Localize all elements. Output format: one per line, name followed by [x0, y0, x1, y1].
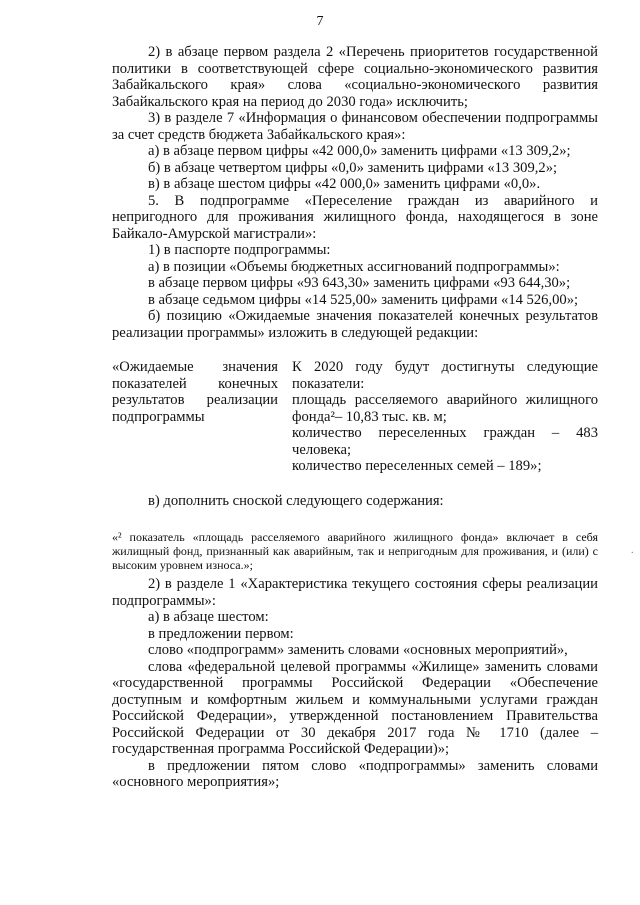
paragraph: в абзаце первом цифры «93 643,30» заменить цифрами «93 644,30»;	[148, 275, 571, 291]
paragraph: слово «подпрограмм» заменить словами «основных мероприятий»,	[148, 642, 568, 659]
paragraph: в абзаце седьмом цифры «14 525,00» заменить цифрами «14 526,00»;	[148, 291, 579, 308]
paragraph: 2) в абзаце первом раздела 2 «Перечень приоритетов государственной политики в соответствующей сфере социально-экономического развития Забайкальского края» слова «социально-экономического развития Забайкальского края на период до 2030 года» исключить;	[112, 44, 598, 110]
paragraph: б) в абзаце четвертом цифры «0,0» заменить цифрами «13 309,2»;	[148, 159, 558, 176]
paragraph: б) позицию «Ожидаемые значения показателей конечных результатов реализации программы» изложить в следующей редакции:	[112, 308, 598, 341]
paragraph: а) в абзаце первом цифры «42 000,0» заменить цифрами «13 309,2»;	[148, 143, 571, 159]
paragraph: в предложении первом:	[148, 625, 294, 642]
paragraph: 5. В подпрограмме «Переселение граждан из аварийного и непригодного для проживания жилищного фонда, находящегося в зоне Байкало-Амурской магистрали»:	[112, 192, 598, 242]
paragraph: а) в абзаце шестом:	[148, 609, 269, 626]
page-number: 7	[316, 14, 324, 29]
paragraph: 2) в разделе 1 «Характеристика текущего состояния сферы реализации подпрограммы»:	[112, 576, 598, 609]
table-value-line: количество переселенных граждан – 483 человека;	[292, 425, 598, 458]
document-body	[112, 44, 598, 791]
footnote: «² показатель «площадь расселяемого аварийного жилищного фонда» включает в себя жилищный фонд, признанный как аварийным, так и непригодным для проживания, и (или) с высоким уровнем износа.»;	[112, 529, 598, 572]
scan-margin-mark: .	[631, 545, 634, 556]
paragraph: в) в абзаце шестом цифры «42 000,0» заменить цифрами «0,0».	[148, 176, 541, 192]
paragraph: слова «федеральной целевой программы «Жилище» заменить словами «государственной программы Российской Федерации «Обеспечение доступным и комфортным жильем и коммунальными услугами граждан Российской Федерации», утвержденной постановлением Правительства Российской Федерации от 30 декабря 2017 года № 1710 (далее – государственная программа Российской Федерации)»;	[112, 658, 598, 758]
table-label-cell: «Ожидаемые значения показателей конечных результатов реализации подпрограммы	[112, 359, 278, 425]
table-value-line: площадь расселяемого аварийного жилищного фонда²– 10,83 тыс. кв. м;	[292, 392, 598, 425]
paragraph: а) в позиции «Объемы бюджетных ассигнований подпрограммы»:	[148, 258, 560, 275]
paragraph: в) дополнить сноской следующего содержания:	[148, 493, 444, 509]
indicators-table	[112, 359, 598, 479]
table-value-cell	[292, 359, 598, 475]
table-value-line: количество переселенных семей – 189»;	[292, 458, 542, 474]
table-value-line: К 2020 году будут достигнуты следующие показатели:	[292, 359, 598, 392]
paragraph: 3) в разделе 7 «Информация о финансовом обеспечении подпрограммы за счет средств бюджета Забайкальского края»:	[112, 110, 598, 143]
paragraph: в предложении пятом слово «подпрограммы» заменить словами «основного мероприятия»;	[112, 757, 598, 791]
paragraph: 1) в паспорте подпрограммы:	[148, 242, 331, 258]
